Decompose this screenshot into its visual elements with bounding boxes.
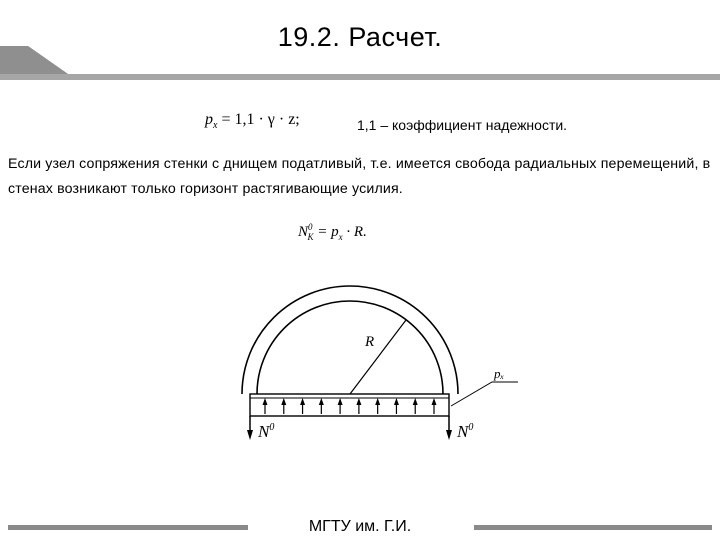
- radius-label: R: [365, 334, 375, 350]
- load-arrow-head: [413, 398, 418, 405]
- formula-nk-rhs-tail: · R.: [342, 224, 367, 240]
- load-arrow-head: [394, 398, 399, 405]
- formula-nk-rhs: = p: [313, 224, 339, 240]
- left-force-arrowhead: [247, 430, 253, 440]
- load-arrow-head: [356, 398, 361, 405]
- right-force-label: $N^0$: [457, 422, 474, 441]
- formula-px-lhs: p: [205, 111, 213, 128]
- load-arrow-head: [432, 398, 437, 405]
- left-force-label: $N^0$: [258, 422, 275, 441]
- formula-nk-sup: 0: [308, 222, 313, 232]
- formula-px-rhs: = 1,1 · γ · z;: [221, 111, 300, 128]
- inner-arc: [257, 301, 443, 394]
- right-force-arrowhead: [446, 430, 452, 440]
- radius-line: [350, 320, 406, 394]
- formula-px-lhs-sub: x: [213, 120, 218, 132]
- load-arrow-head: [375, 398, 380, 405]
- formula-nk-rhs-sub: x: [338, 232, 343, 242]
- page-title: 19.2. Расчет.: [277, 22, 443, 52]
- pressure-leader: [451, 382, 518, 406]
- load-arrow-head: [281, 398, 286, 405]
- load-arrow-head: [319, 398, 324, 405]
- load-arrow-head: [338, 398, 343, 405]
- formula-nk-lhs: N: [298, 224, 309, 240]
- base-load-block: [250, 394, 449, 416]
- footer-caption: [0, 518, 720, 536]
- footer-text: МГТУ им. Г.И.: [308, 518, 412, 535]
- load-arrow-head: [263, 398, 268, 405]
- load-arrow-head: [300, 398, 305, 405]
- load-arrows: [263, 398, 437, 414]
- formula-nk-sub: K: [307, 232, 314, 242]
- body-paragraph: Если узел сопряжения стенки с днищем податливый, т.е. имеется свобода радиальных перемещений, в стенах возникают только горизонт растягивающие усилия.: [8, 156, 711, 197]
- pressure-label: pₓ: [494, 366, 505, 381]
- coefficient-note: 1,1 – коэффициент надежности.: [357, 117, 568, 133]
